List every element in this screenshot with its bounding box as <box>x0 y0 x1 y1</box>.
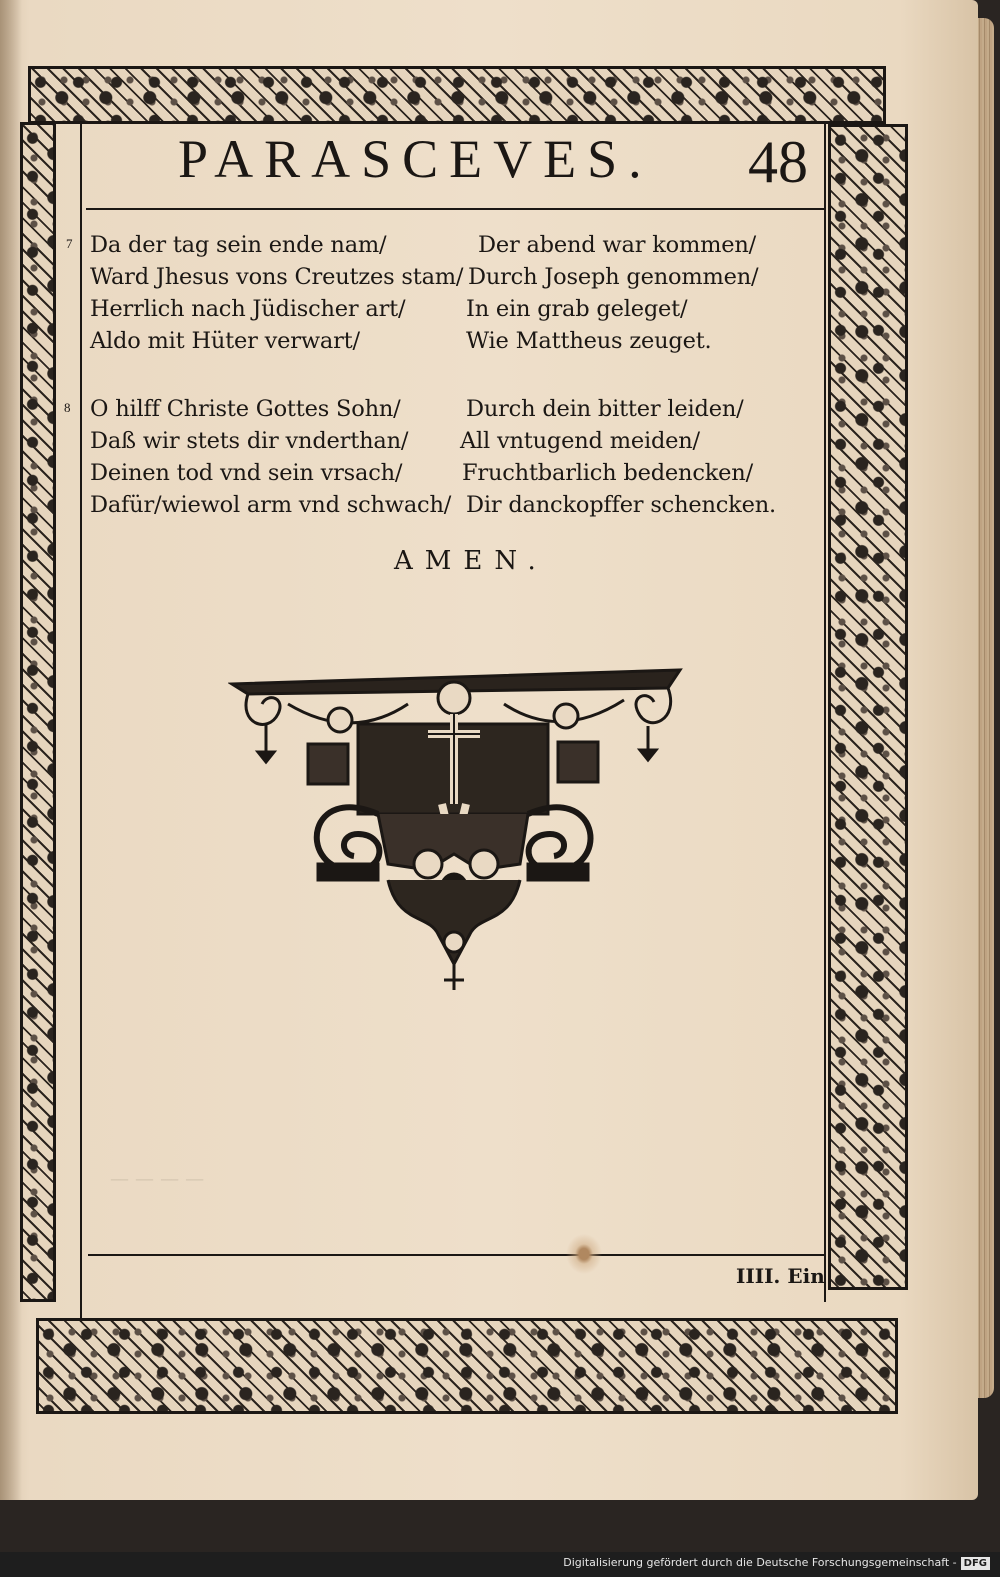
woodcut-border-right <box>828 124 908 1290</box>
stanza-number: 7 <box>66 236 73 251</box>
running-title: PARASCEVES. <box>178 129 653 189</box>
verse-line-left: Da der tag sein ende nam/ <box>90 232 387 258</box>
woodcut-border-top <box>28 66 886 124</box>
verse-line-left: O hilff Christe Gottes Sohn/ <box>90 396 401 422</box>
verse-line-right: Der abend war kommen/ <box>478 232 757 258</box>
funding-credit-text: Digitalisierung gefördert durch die Deutsche Forschungsgemeinschaft - <box>563 1556 957 1569</box>
verse-line-left: Daß wir stets dir vnderthan/ <box>90 428 409 454</box>
verse-line-left: Deinen tod vnd sein vrsach/ <box>90 460 403 486</box>
verse-line-right: Fruchtbarlich bedencken/ <box>462 460 753 486</box>
verse-line-right: Dir danckopffer schencken. <box>466 492 776 518</box>
tailpiece-ornament-icon <box>228 664 684 994</box>
verse-line-left: Aldo mit Hüter verwart/ <box>90 328 360 354</box>
verse-line-left: Herrlich nach Jüdischer art/ <box>90 296 406 322</box>
verse-line-left: Ward Jhesus vons Creutzes stam/ <box>90 264 464 290</box>
catchword: IIII. Ein <box>736 1264 825 1288</box>
verse-line-right: In ein grab geleget/ <box>466 296 688 322</box>
stanza-number: 8 <box>64 400 71 415</box>
verse-line-right: Durch Joseph genommen/ <box>468 264 759 290</box>
woodcut-border-left <box>20 122 56 1302</box>
amen-closing: AMEN. <box>394 546 548 576</box>
frame-rule-right <box>824 122 826 1302</box>
verse-line-left: Dafür/wiewol arm vnd schwach/ <box>90 492 452 518</box>
paper-stain <box>566 1234 602 1274</box>
footer-rule <box>88 1254 826 1256</box>
header-rule <box>86 208 826 210</box>
verse-line-right: Durch dein bitter leiden/ <box>466 396 744 422</box>
dfg-logo: DFG <box>961 1557 990 1570</box>
funding-credit <box>563 1556 990 1570</box>
verse-line-right: Wie Mattheus zeuget. <box>466 328 712 354</box>
verse-line-right: All vntugend meiden/ <box>460 428 700 454</box>
folio-number: 48 <box>748 129 808 195</box>
show-through-text: — — — — <box>110 1168 205 1190</box>
woodcut-border-bottom <box>36 1318 898 1414</box>
frame-rule-left <box>80 122 82 1322</box>
gutter-shadow <box>0 0 22 1500</box>
